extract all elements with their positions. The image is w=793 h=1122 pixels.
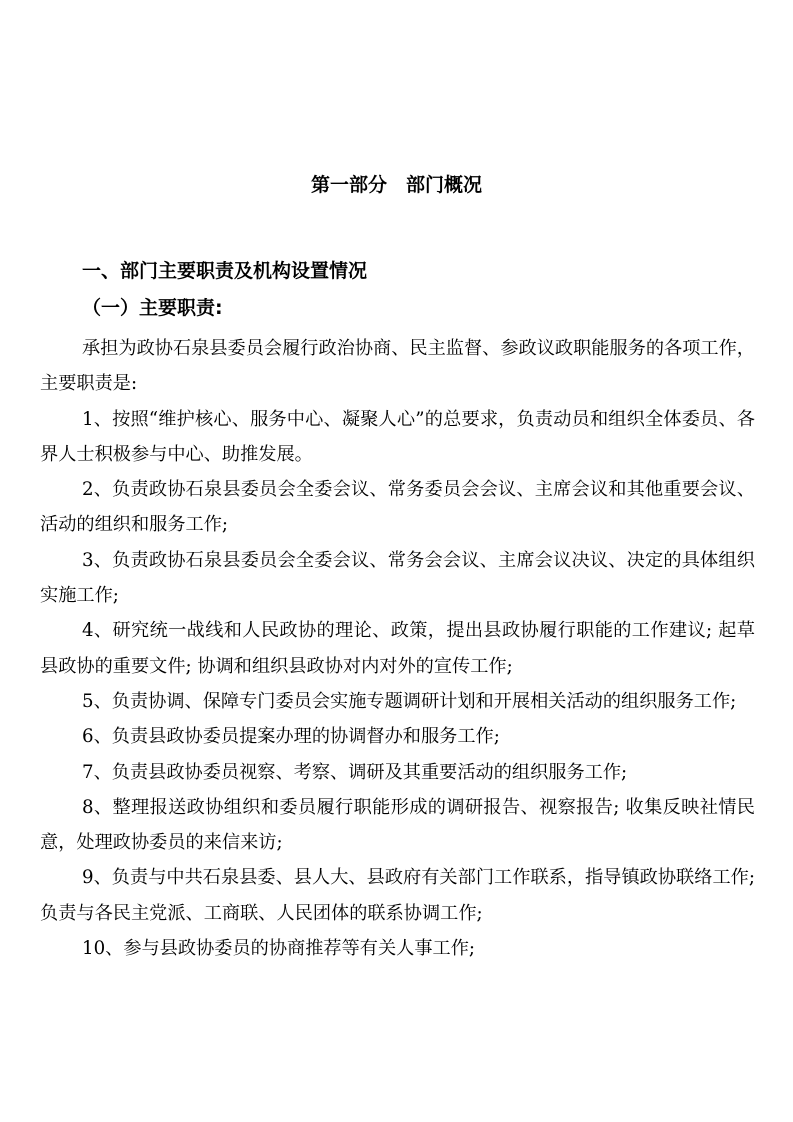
- paragraph-duty-2: 2、负责政协石泉县委员会全委会议、常务委员会会议、主席会议和其他重要会议、活动的组织和服务工作;: [40, 479, 755, 536]
- paragraph-duty-6: 6、负责县政协委员提案办理的协调督办和服务工作;: [82, 726, 500, 748]
- paragraph-intro: 承担为政协石泉县委员会履行政治协商、民主监督、参政议政职能服务的各项工作，主要职责是:: [40, 338, 755, 395]
- paragraph-duty-4: 4、研究统一战线和人民政协的理论、政策，提出县政协履行职能的工作建议; 起草县政协的重要文件; 协调和组织县政协对内对外的宣传工作;: [40, 620, 755, 677]
- paragraph-duty-1: 1、按照“维护核心、服务中心、凝聚人心”的总要求，负责动员和组织全体委员、各界人士积极参与中心、助推发展。: [40, 408, 755, 465]
- document-body: [40, 331, 755, 966]
- paragraph-duty-9: 9、负责与中共石泉县委、县人大、县政府有关部门工作联系，指导镇政协联络工作; 负责与各民主党派、工商联、人民团体的联系协调工作;: [40, 867, 755, 924]
- paragraph-duty-7: 7、负责县政协委员视察、考察、调研及其重要活动的组织服务工作;: [82, 761, 628, 783]
- page-title: 第一部分 部门概况: [310, 174, 482, 196]
- paragraph-duty-3: 3、负责政协石泉县委员会全委会议、常务会会议、主席会议决议、决定的具体组织实施工作;: [40, 549, 755, 607]
- paragraph-duty-5: 5、负责协调、保障专门委员会实施专题调研计划和开展相关活动的组织服务工作;: [82, 690, 737, 712]
- section-heading: 一、部门主要职责及机构设置情况: [82, 260, 368, 282]
- subsection-heading: （一）主要职责:: [82, 297, 223, 319]
- paragraph-duty-8: 8、整理报送政协组织和委员履行职能形成的调研报告、视察报告; 收集反映社情民意，处理政协委员的来信来访;: [40, 796, 755, 854]
- paragraph-duty-10: 10、参与县政协委员的协商推荐等有关人事工作;: [82, 938, 476, 960]
